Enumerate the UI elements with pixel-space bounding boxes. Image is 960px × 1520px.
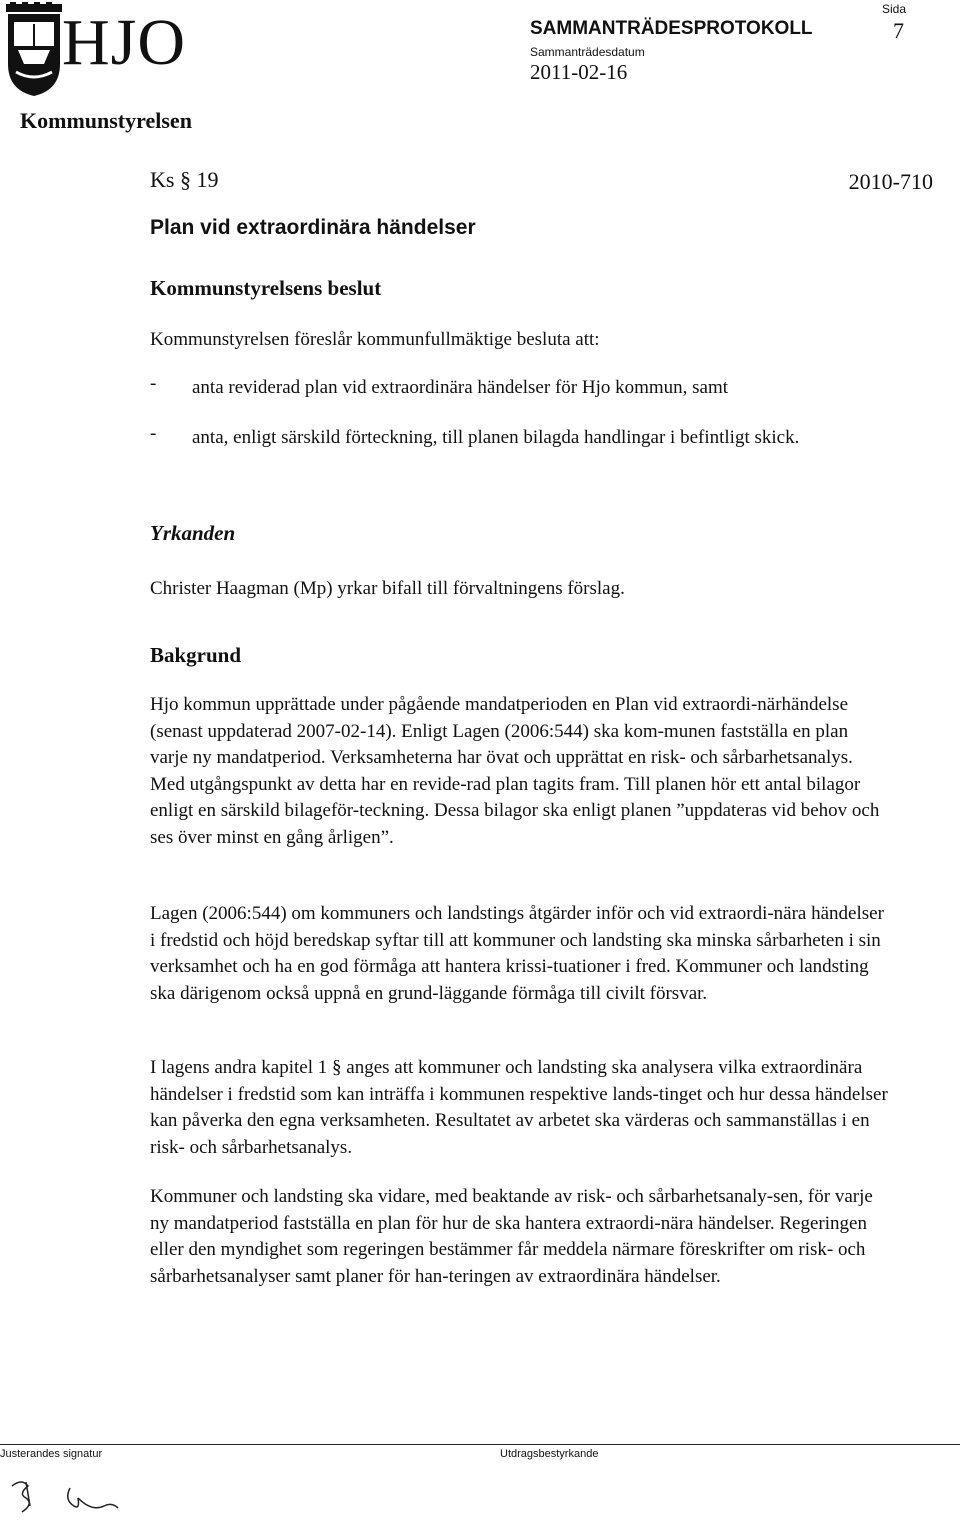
logo-text: HJO [62, 6, 187, 79]
case-number: 2010-710 [848, 169, 933, 194]
body-paragraph: I lagens andra kapitel 1 § anges att kommuner och landsting ska analysera vilka extraordinära händelser i fredstid som kan inträffa i kommunen respektive lands-tinget och hur dessa händelser kan påverka den egna verksamheten. Resultatet av arbetet ska värderas och sammanställas i en risk- och sårbarhetsanalys. [150, 1057, 888, 1158]
body-paragraph: Kommuner och landsting ska vidare, med beaktande av risk- och sårbarhetsanaly-sen, för varje ny mandatperiod fastställa en plan för hur de ska hantera extraordi-nära händelser. Regeringen eller den myndighet som regeringen bestämmer får meddela närmare föreskrifter om risk- och sårbarhetsanalyser samt planer för han-teringen av extraordinära händelser. [150, 1186, 873, 1287]
bakgrund-heading: Bakgrund [150, 643, 242, 667]
decision-heading: Kommunstyrelsens beslut [150, 276, 382, 300]
decision-bullet [150, 373, 872, 403]
page-number: 7 [893, 18, 904, 43]
page-label: Sida [882, 2, 907, 16]
document-type: SAMMANTRÄDESPROTOKOLL [530, 18, 813, 39]
decision-bullet [150, 423, 872, 453]
bullet-text: anta, enligt särskild förteckning, till planen bilagda handlingar i befintligt skick. [192, 427, 800, 448]
yrkanden-text: Christer Haagman (Mp) yrkar bifall till förvaltningens förslag. [150, 578, 625, 599]
bullet-dash: - [150, 373, 157, 394]
meeting-date: 2011-02-16 [530, 60, 628, 84]
excerpt-certification-label: Utdragsbestyrkande [500, 1448, 599, 1460]
hjo-crest-icon [4, 2, 64, 98]
signature-label: Justerandes signatur [0, 1448, 103, 1460]
decision-intro: Kommunstyrelsen föreslår kommunfullmäktige besluta att: [150, 329, 600, 350]
footer-divider [0, 1444, 960, 1445]
bullet-text: anta reviderad plan vid extraordinära händelser för Hjo kommun, samt [192, 377, 729, 398]
handwritten-signatures [8, 1472, 208, 1520]
section-title: Plan vid extraordinära händelser [150, 216, 476, 239]
date-label: Sammanträdesdatum [530, 45, 645, 59]
yrkanden-heading: Yrkanden [150, 521, 236, 545]
body-paragraph: Hjo kommun upprättade under pågående mandatperioden en Plan vid extraordi-närhändelse (senast uppdaterad 2007-02-14). Enligt Lagen (2006:544) ska kom-munen fastställa en plan varje ny mandatperiod. Verksamheterna har övat och upprättat en risk- och sårbarhetsanalys. Med utgångspunkt av detta har en revide-rad plan tagits fram. Till planen hör ett antal bilagor enligt en särskild bilageför-teckning. Dessa bilagor ska enligt planen ”uppdateras vid behov och ses över minst en gång årligen”. [150, 694, 880, 848]
case-reference: Ks § 19 [150, 167, 219, 192]
bullet-dash: - [150, 423, 157, 444]
municipality-logo [4, 2, 204, 102]
organ-name: Kommunstyrelsen [20, 108, 192, 133]
body-paragraph: Lagen (2006:544) om kommuners och landstings åtgärder inför och vid extraordi-nära händelser i fredstid och höjd beredskap syftar till att kommuner och landsting ska minska sårbarheten i sin verksamhet och ha en god förmåga att hantera krissi-tuationer i fred. Kommuner och landsting ska därigenom också uppnå en grund-läggande förmåga till civilt försvar. [150, 903, 884, 1004]
